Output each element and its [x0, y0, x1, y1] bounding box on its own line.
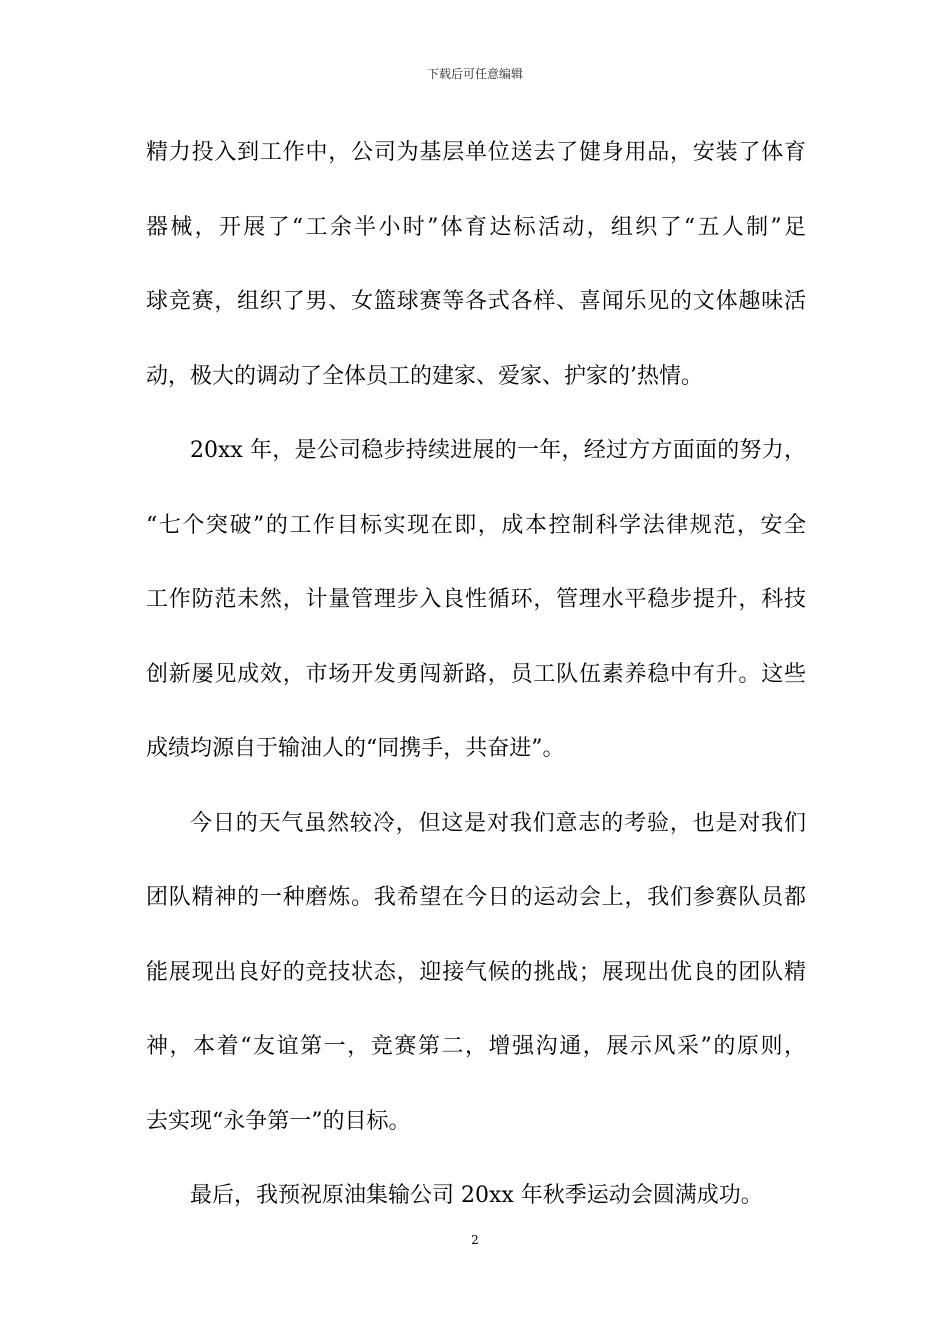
paragraph-line: 今日的天气虽然较冷，但这是对我们意志的考验，也是对我们 [190, 810, 806, 836]
paragraph-line: 团队精神的一种磨炼。我希望在今日的运动会上，我们参赛队员都 [146, 885, 806, 910]
page-number: 2 [471, 1233, 479, 1247]
paragraph-line: 器械，开展了“工余半小时”体育达标活动，组织了“五人制”足 [146, 214, 806, 240]
paragraph-line: 球竞赛，组织了男、女篮球赛等各式各样、喜闻乐见的文体趣味活 [146, 289, 806, 314]
paragraph-line: 创新屡见成效，市场开发勇闯新路，员工队伍素养稳中有升。这些 [146, 661, 806, 687]
paragraph-line: 成绩均源自于输油人的“同携手，共奋进”。 [146, 736, 565, 761]
paragraph-line: 去实现“永争第一”的目标。 [146, 1108, 411, 1134]
paragraph-line: “七个突破”的工作目标实现在即，成本控制科学法律规范，安全 [146, 512, 806, 538]
page-header: 下载后可任意编辑 [426, 67, 523, 81]
paragraph-line: 动，极大的调动了全体员工的建家、爱家、护家的’热情。 [146, 363, 703, 389]
paragraph-line: 能展现出良好的竞技状态，迎接气候的挑战；展现出优良的团队精 [146, 959, 806, 985]
document-body [146, 131, 806, 1249]
paragraph-line: 最后，我预祝原油集输公司 20xx 年秋季运动会圆满成功。 [190, 1183, 763, 1208]
paragraph-line: 20xx 年，是公司稳步持续进展的一年，经过方方面面的努力， [190, 438, 806, 463]
paragraph-line: 精力投入到工作中，公司为基层单位送去了健身用品，安装了体育 [146, 140, 806, 165]
paragraph-line: 神，本着“友谊第一，竞赛第二，增强沟通，展示风采”的原则， [146, 1034, 806, 1059]
paragraph-line: 工作防范未然，计量管理步入良性循环，管理水平稳步提升，科技 [146, 587, 806, 612]
